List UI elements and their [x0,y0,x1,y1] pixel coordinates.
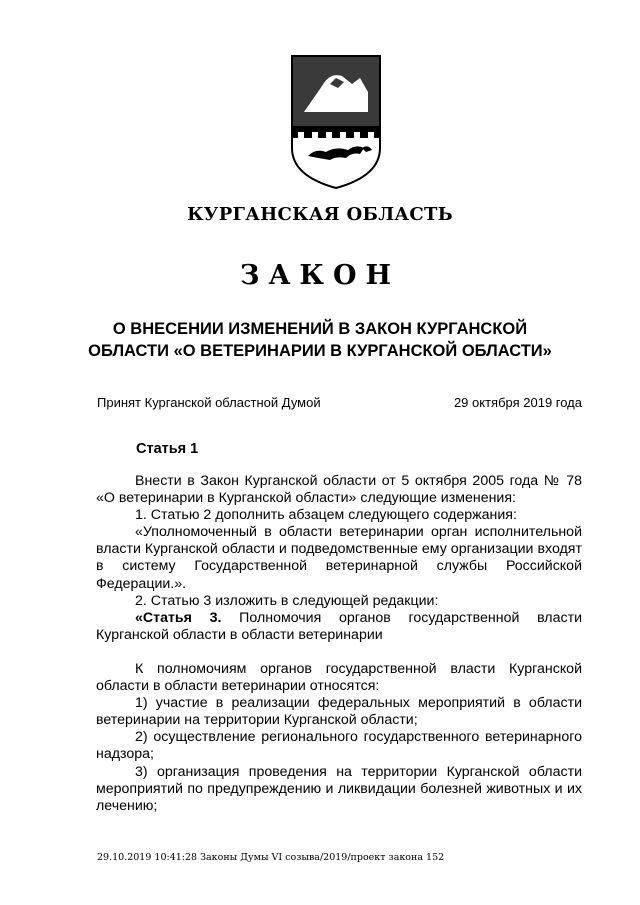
paragraph-quoted-addition: «Уполномоченный в области ветеринарии орган исполнительной власти Курганской области и подведомственные ему организации входят в систему Государственной ветеринарной службы Российской Федерации.». [96,524,582,592]
paragraph-amendment-intro: Внести в Закон Курганской области от 5 октября 2005 года № 78 «О ветеринарии в Курганской области» следующие изменения: [96,473,582,507]
region-name: КУРГАНСКАЯ ОБЛАСТЬ [187,204,453,225]
law-subject-title: О ВНЕСЕНИИ ИЗМЕНЕНИЙ В ЗАКОН КУРГАНСКОЙ ОБЛАСТИ «О ВЕТЕРИНАРИИ В КУРГАНСКОЙ ОБЛАСТИ» [88,320,552,360]
article-title: Статья 1 [136,441,199,457]
paragraph-powers-intro: К полномочиям органов государственной власти Курганской области в области ветеринарии относятся: [96,660,582,695]
paragraph-article-3-heading [96,610,582,644]
adoption-date: 29 октября 2019 года [453,395,582,410]
paragraph-item-2: 2. Статью 3 изложить в следующей редакции: [135,592,439,609]
adopted-by-text: Принят Курганской областной Думой [97,395,321,410]
document-type-title: ЗАКОН [239,260,401,291]
paragraph-power-2: 2) осуществление регионального государственного ветеринарного надзора; [96,729,582,763]
paragraph-power-1: 1) участие в реализации федеральных мероприятий в области ветеринарии на территории Курганской области; [96,695,582,729]
footer-file-path: 29.10.2019 10:41:28 Законы Думы VI созыва/2019/проект закона 152 [97,852,445,863]
article-3-heading-text: Полномочия органов государственной власти Курганской области в области ветеринарии [96,609,582,643]
coat-of-arms-emblem [286,52,386,190]
article-body [96,473,582,815]
paragraph-power-3: 3) организация проведения на территории Курганской области мероприятий по предупреждению и ликвидации болезней животных и их лечению; [96,763,582,814]
paragraph-item-1: 1. Статью 2 дополнить абзацем следующего содержания: [135,507,517,524]
article-3-label: «Статья 3. [135,609,222,626]
